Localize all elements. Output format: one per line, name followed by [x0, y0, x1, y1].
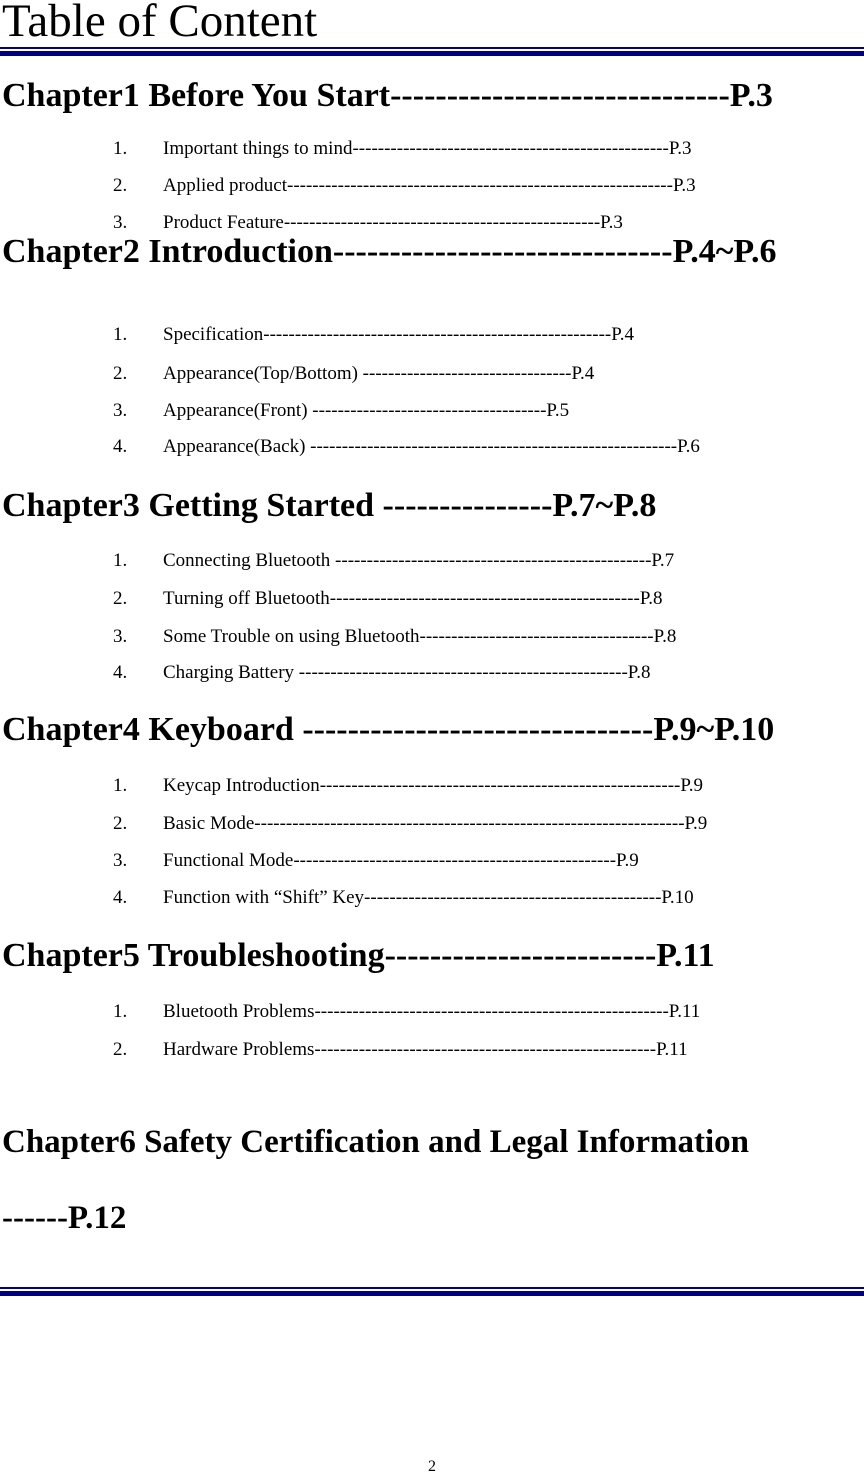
chapter5-heading: Chapter5 Troubleshooting------------------------P.11 — [2, 937, 715, 974]
item-number: 4. — [113, 436, 128, 457]
toc-item — [113, 435, 700, 459]
toc-item — [113, 549, 674, 573]
item-text: Appearance(Front) -------------------------------------P.5 — [163, 400, 570, 421]
item-number: 1. — [113, 550, 128, 571]
item-number: 1. — [113, 1001, 128, 1022]
item-number: 1. — [113, 324, 128, 345]
toc-item — [113, 587, 663, 611]
item-number: 4. — [113, 662, 128, 683]
toc-item — [113, 812, 707, 836]
page-number: 2 — [428, 1458, 436, 1475]
toc-item — [113, 137, 692, 161]
item-number: 2. — [113, 1039, 128, 1060]
item-number: 2. — [113, 588, 128, 609]
item-text: Keycap Introduction---------------------------------------------------------P.9 — [163, 775, 704, 796]
toc-item — [113, 849, 639, 873]
item-text: Appearance(Back) ----------------------------------------------------------P.6 — [163, 436, 700, 457]
item-text: Function with “Shift” Key-----------------------------------------------P.10 — [163, 887, 694, 908]
item-number: 4. — [113, 887, 128, 908]
toc-item — [113, 174, 696, 198]
footer-divider — [0, 1287, 864, 1297]
chapter6-heading: Chapter6 Safety Certification and Legal Information — [2, 1124, 750, 1160]
item-text: Some Trouble on using Bluetooth-------------------------------------P.8 — [163, 626, 677, 647]
toc-item — [113, 1000, 700, 1024]
item-number: 2. — [113, 175, 128, 196]
item-number: 1. — [113, 138, 128, 159]
toc-item — [113, 1038, 688, 1062]
item-text: Charging Battery ----------------------------------------------------P.8 — [163, 662, 651, 683]
toc-item — [113, 774, 703, 798]
toc-item — [113, 323, 634, 347]
item-text: Specification-------------------------------------------------------P.4 — [163, 324, 634, 345]
item-text: Functional Mode---------------------------------------------------P.9 — [163, 850, 639, 871]
item-number: 3. — [113, 626, 128, 647]
item-number: 2. — [113, 813, 128, 834]
item-text: Important things to mind--------------------------------------------------P.3 — [163, 138, 692, 159]
page-title: Table of Content — [2, 0, 318, 47]
item-text: Turning off Bluetooth-------------------------------------------------P.8 — [163, 588, 663, 609]
chapter1-heading: Chapter1 Before You Start------------------------------P.3 — [2, 77, 773, 114]
toc-item — [113, 625, 676, 649]
item-number: 3. — [113, 212, 128, 233]
chapter3-heading: Chapter3 Getting Started ---------------P.7~P.8 — [2, 487, 657, 524]
toc-item — [113, 661, 651, 685]
item-number: 3. — [113, 850, 128, 871]
item-text: Applied product-------------------------------------------------------------P.3 — [163, 175, 696, 196]
item-text: Product Feature--------------------------------------------------P.3 — [163, 212, 623, 233]
item-number: 3. — [113, 400, 128, 421]
item-text: Hardware Problems------------------------------------------------------P.11 — [163, 1039, 688, 1060]
item-text: Connecting Bluetooth --------------------------------------------------P.7 — [163, 550, 675, 571]
chapter4-heading: Chapter4 Keyboard -------------------------------P.9~P.10 — [2, 711, 775, 748]
toc-item — [113, 362, 594, 386]
toc-item — [113, 399, 569, 423]
chapter6-heading-continued: ------P.12 — [2, 1200, 127, 1236]
chapter2-heading: Chapter2 Introduction------------------------------P.4~P.6 — [2, 233, 777, 270]
item-number: 2. — [113, 363, 128, 384]
toc-item — [113, 886, 694, 910]
item-text: Bluetooth Problems--------------------------------------------------------P.11 — [163, 1001, 701, 1022]
item-text: Appearance(Top/Bottom) ---------------------------------P.4 — [163, 363, 595, 384]
title-divider — [0, 47, 864, 57]
item-text: Basic Mode--------------------------------------------------------------------P.9 — [163, 813, 708, 834]
item-number: 1. — [113, 775, 128, 796]
